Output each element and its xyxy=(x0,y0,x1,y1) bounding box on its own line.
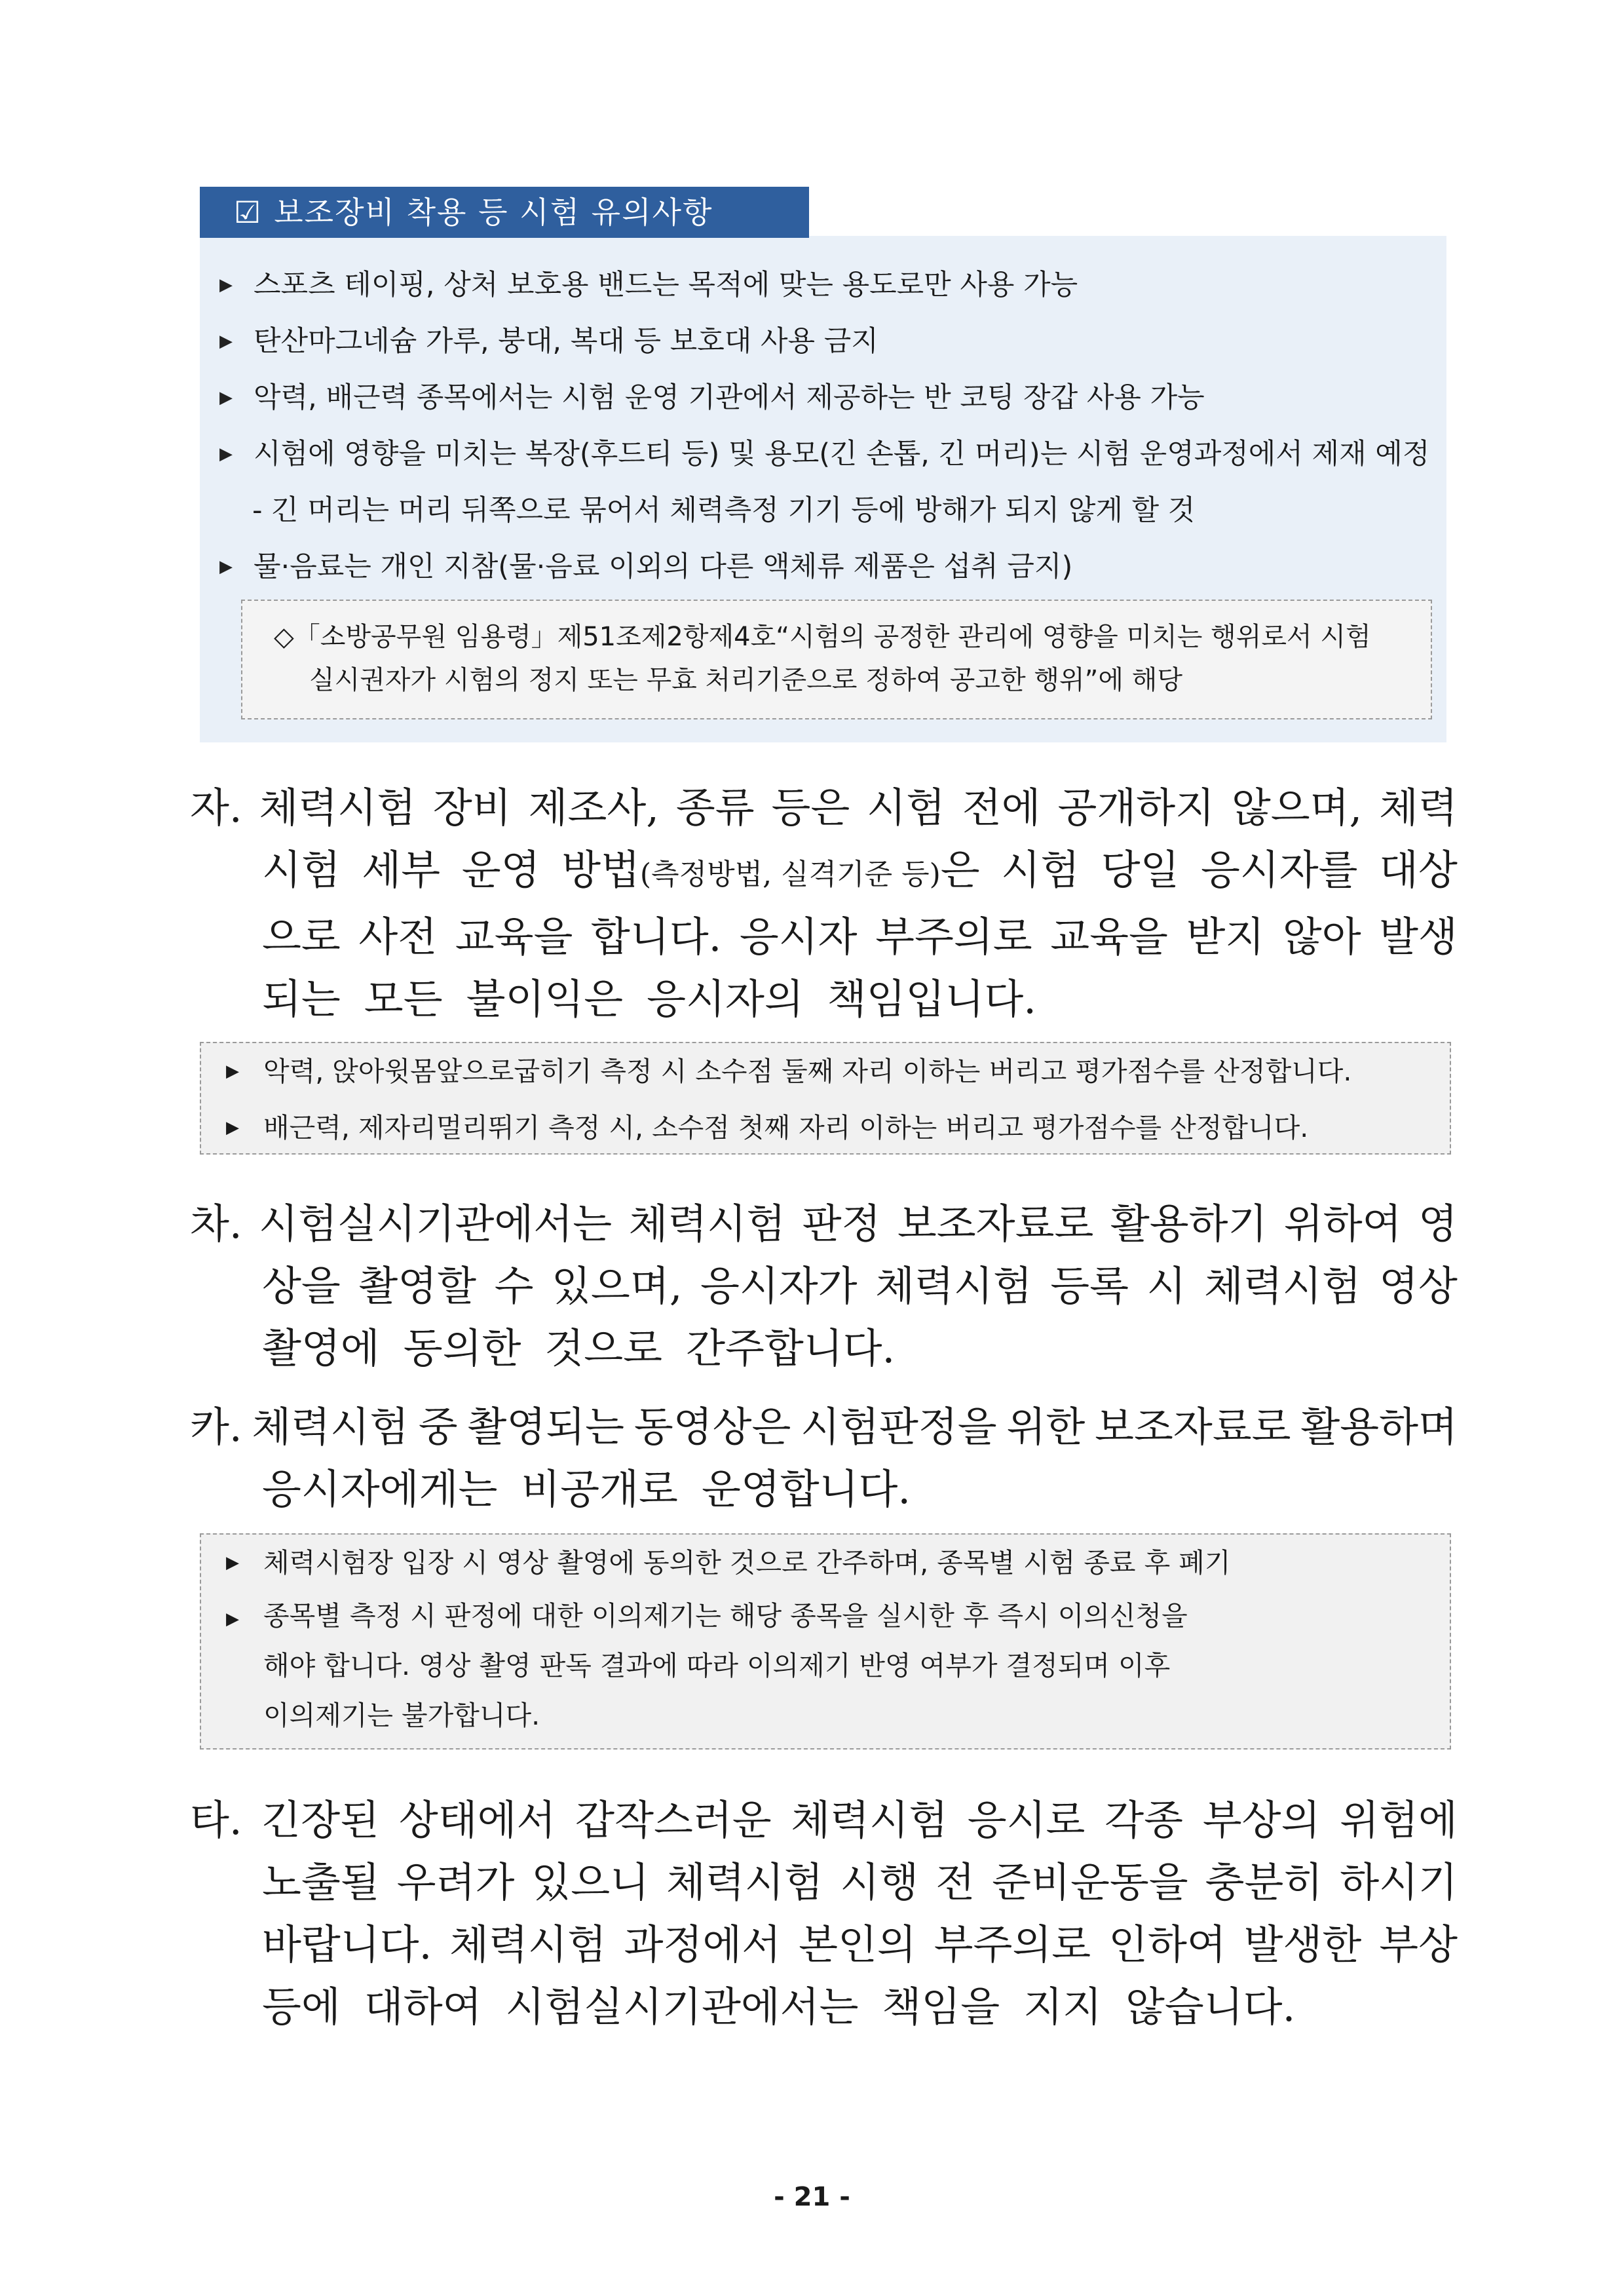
triangle-right-icon: ▶ xyxy=(226,1609,239,1629)
notice-list xyxy=(219,257,1438,595)
word: 위한 xyxy=(1006,1403,1086,1451)
word: 응시자 xyxy=(739,913,858,961)
word: 부상의 xyxy=(1202,1796,1321,1844)
paragraph-line xyxy=(190,839,1458,906)
word: 합니다. xyxy=(590,913,722,961)
word: 보조자료로 xyxy=(1095,1403,1291,1451)
word: 부주의로 xyxy=(934,1921,1091,1968)
word: 전 xyxy=(935,1858,975,1906)
word: 체력시험 xyxy=(791,1796,948,1844)
word: 갑작스러운 xyxy=(575,1796,772,1844)
word: 시험 xyxy=(1001,846,1080,894)
triangle-right-icon: ▶ xyxy=(226,1553,239,1573)
notice-item: ▶ 악력, 배근력 종목에서는 시험 운영 기관에서 제공하는 반 코팅 장갑 사용 가능 xyxy=(219,370,1438,426)
word: 등록 xyxy=(1050,1262,1129,1310)
notice-item: ▶ 시험에 영향을 미치는 복장(후드티 등) 및 용모(긴 손톱, 긴 머리)는 시험 운영과정에서 제재 예정 xyxy=(219,426,1438,482)
word-with-note: 방법(측정방법, 실격기준 등)은 xyxy=(561,846,980,894)
word: 시험판정을 xyxy=(801,1403,997,1451)
word: 보조자료로 xyxy=(897,1200,1094,1248)
triangle-right-icon: ▶ xyxy=(219,388,233,408)
word: 차. xyxy=(190,1200,242,1248)
paragraph-line xyxy=(190,1396,1458,1458)
word: 대상 xyxy=(1379,846,1458,894)
triangle-right-icon: ▶ xyxy=(219,557,233,577)
word: 않아 xyxy=(1282,913,1361,961)
word: 종류 xyxy=(675,784,755,832)
word: 동의한 xyxy=(403,1324,521,1372)
law-line: 실시권자가 시험의 정지 또는 무효 처리기준으로 정하여 공고한 행위”에 해당 xyxy=(309,665,1182,695)
word: 촬영되는 xyxy=(467,1403,625,1451)
word: 발생한 xyxy=(1243,1921,1362,1968)
word: 교육을 xyxy=(455,913,573,961)
word: 공개하지 xyxy=(1057,784,1215,832)
word: 본인의 xyxy=(799,1921,916,1968)
info-item: ▶ 배근력, 제자리멀리뛰기 측정 시, 소수점 첫째 자리 이하는 버리고 평가점수를 산정합니다. xyxy=(201,1100,1450,1156)
word: 체력시험 xyxy=(628,1200,786,1248)
law-line: ◇「소방공무원 임용령」제51조제2항제4호“시험의 공정한 관리에 영향을 미치는 행위로서 시험 xyxy=(274,622,1371,652)
word: 사전 xyxy=(358,913,438,961)
word: 간주합니다. xyxy=(686,1324,896,1372)
word: 판정 xyxy=(802,1200,881,1248)
word: 되는 xyxy=(262,975,341,1023)
notice-item: ▶ 탄산마그네슘 가루, 붕대, 복대 등 보호대 사용 금지 xyxy=(219,313,1438,370)
section-cha xyxy=(190,1193,1458,1379)
info-item: ▶ 악력, 앉아윗몸앞으로굽히기 측정 시 소수점 둘째 자리 이하는 버리고 평가점수를 산정합니다. xyxy=(201,1043,1450,1100)
word: 활용하기 xyxy=(1110,1200,1268,1248)
word: 응시자가 xyxy=(700,1262,858,1310)
word: 시험 xyxy=(867,784,945,832)
triangle-right-icon: ▶ xyxy=(226,1062,239,1081)
word: 응시자의 xyxy=(647,975,804,1023)
word: 타. xyxy=(190,1796,242,1844)
word: 자. xyxy=(190,784,242,832)
word: 제조사, xyxy=(528,784,659,832)
word: 부주의로 xyxy=(875,913,1032,961)
word: 대하여 xyxy=(364,1983,482,2031)
word: 체력시험 xyxy=(875,1262,1032,1310)
word: 운영 xyxy=(461,846,540,894)
word: 시험 xyxy=(262,846,341,894)
word: 응시로 xyxy=(967,1796,1086,1844)
word: 당일 xyxy=(1101,846,1180,894)
word: 부상 xyxy=(1379,1921,1458,1968)
word: 등에 xyxy=(262,1983,341,2031)
word: 동영상은 xyxy=(633,1403,791,1451)
word: 불이익은 xyxy=(466,975,624,1023)
section-ja xyxy=(190,776,1458,1030)
ka-info-box xyxy=(200,1533,1451,1750)
word: 세부 xyxy=(362,846,441,894)
checkbox-icon: ☑ xyxy=(234,195,263,230)
paragraph-line xyxy=(190,968,1458,1030)
word: 모든 xyxy=(364,975,443,1023)
word: 위하여 xyxy=(1283,1200,1402,1248)
word: 체력시험 xyxy=(666,1858,823,1906)
word: 않으며, xyxy=(1231,784,1363,832)
word: 상태에서 xyxy=(398,1796,556,1844)
word: 발생 xyxy=(1379,913,1458,961)
paragraph-line xyxy=(190,1789,1458,1851)
word: 각종 xyxy=(1105,1796,1183,1844)
word: 수 xyxy=(494,1262,534,1310)
word: 운영합니다. xyxy=(701,1465,911,1513)
notice-title: 보조장비 착용 등 시험 유의사항 xyxy=(274,195,713,230)
word: 응시자에게는 xyxy=(262,1465,498,1513)
word: 응시자를 xyxy=(1200,846,1358,894)
word: 카. xyxy=(190,1403,242,1451)
word: 충분히 xyxy=(1205,1858,1323,1906)
word: 하시기 xyxy=(1340,1858,1458,1906)
notice-item: ▶ 물·음료는 개인 지참(물·음료 이외의 다른 액체류 제품은 섭취 금지) xyxy=(219,539,1438,595)
word: 우려가 xyxy=(396,1858,515,1906)
word: 위험에 xyxy=(1340,1796,1458,1844)
paragraph-line xyxy=(190,1255,1458,1317)
triangle-right-icon: ▶ xyxy=(219,332,233,351)
word: 체력 xyxy=(1379,784,1458,832)
word: 지지 xyxy=(1023,1983,1102,2031)
page-number: - 21 - xyxy=(774,2182,850,2212)
word: 과정에서 xyxy=(624,1921,782,1968)
triangle-right-icon: ▶ xyxy=(219,275,233,295)
word: 등은 xyxy=(771,784,850,832)
word: 체력시험 xyxy=(259,784,417,832)
word: 것으로 xyxy=(544,1324,663,1372)
word: 체력시험 xyxy=(1204,1262,1361,1310)
word: 촬영할 xyxy=(358,1262,477,1310)
word: 상을 xyxy=(262,1262,341,1310)
word: 시 xyxy=(1146,1262,1186,1310)
word: 않습니다. xyxy=(1125,1983,1296,2031)
word: 촬영에 xyxy=(262,1324,380,1372)
word: 전에 xyxy=(962,784,1041,832)
info-item: ▶ 체력시험장 입장 시 영상 촬영에 동의한 것으로 간주하며, 종목별 시험 종료 후 폐기 xyxy=(201,1535,1450,1591)
section-ka xyxy=(190,1396,1458,1520)
word: 으로 xyxy=(262,913,341,961)
paragraph-line xyxy=(190,1458,1458,1520)
triangle-right-icon: ▶ xyxy=(226,1118,239,1138)
law-reference-box xyxy=(241,600,1432,719)
notice-sub-item: - 긴 머리는 머리 뒤쪽으로 묶어서 체력측정 기기 등에 방해가 되지 않게 할 것 xyxy=(252,494,1196,527)
paragraph-line xyxy=(190,1193,1458,1255)
word: 비공개로 xyxy=(521,1465,678,1513)
word: 긴장된 xyxy=(261,1796,380,1844)
ja-info-box xyxy=(200,1042,1451,1155)
word: 영상 xyxy=(1379,1262,1458,1310)
word: 인하여 xyxy=(1108,1921,1226,1968)
notice-header xyxy=(200,187,809,238)
info-item: ▶ 종목별 측정 시 판정에 대한 이의제기는 해당 종목을 실시한 후 즉시 이의신청을 해야 합니다. 영상 촬영 판독 결과에 따라 이의제기 반영 여부가 결정되며 이후 이의제기는 불가합니다. xyxy=(201,1591,1450,1740)
word: 준비운동을 xyxy=(992,1858,1188,1906)
word: 중 xyxy=(418,1403,458,1451)
word: 체력시험 xyxy=(252,1403,409,1451)
paragraph-line xyxy=(190,1976,1458,2038)
word: 장비 xyxy=(432,784,512,832)
paragraph-line xyxy=(190,906,1458,968)
word: 활용하며 xyxy=(1300,1403,1458,1451)
word: 책임입니다. xyxy=(827,975,1036,1023)
paragraph-line xyxy=(190,776,1458,839)
paragraph-line xyxy=(190,1317,1458,1379)
word: 있으며, xyxy=(552,1262,683,1310)
word: 교육을 xyxy=(1050,913,1168,961)
word: 시험실시기관에서는 xyxy=(505,1983,859,2031)
notice-item: ▶ 스포츠 테이핑, 상처 보호용 밴드는 목적에 맞는 용도로만 사용 가능 xyxy=(219,257,1438,313)
paragraph-line xyxy=(190,1851,1458,1913)
paragraph-line xyxy=(190,1913,1458,1976)
word: 노출될 xyxy=(262,1858,380,1906)
word: 시험실시기관에서는 xyxy=(259,1200,613,1248)
triangle-right-icon: ▶ xyxy=(219,444,233,464)
word: 체력시험 xyxy=(449,1921,607,1968)
word: 책임을 xyxy=(882,1983,1000,2031)
word: 있으니 xyxy=(531,1858,649,1906)
section-ta xyxy=(190,1789,1458,2038)
word: 받지 xyxy=(1186,913,1265,961)
word: 시행 xyxy=(840,1858,919,1906)
word: 바랍니다. xyxy=(262,1921,432,1968)
word: 영 xyxy=(1418,1200,1458,1248)
